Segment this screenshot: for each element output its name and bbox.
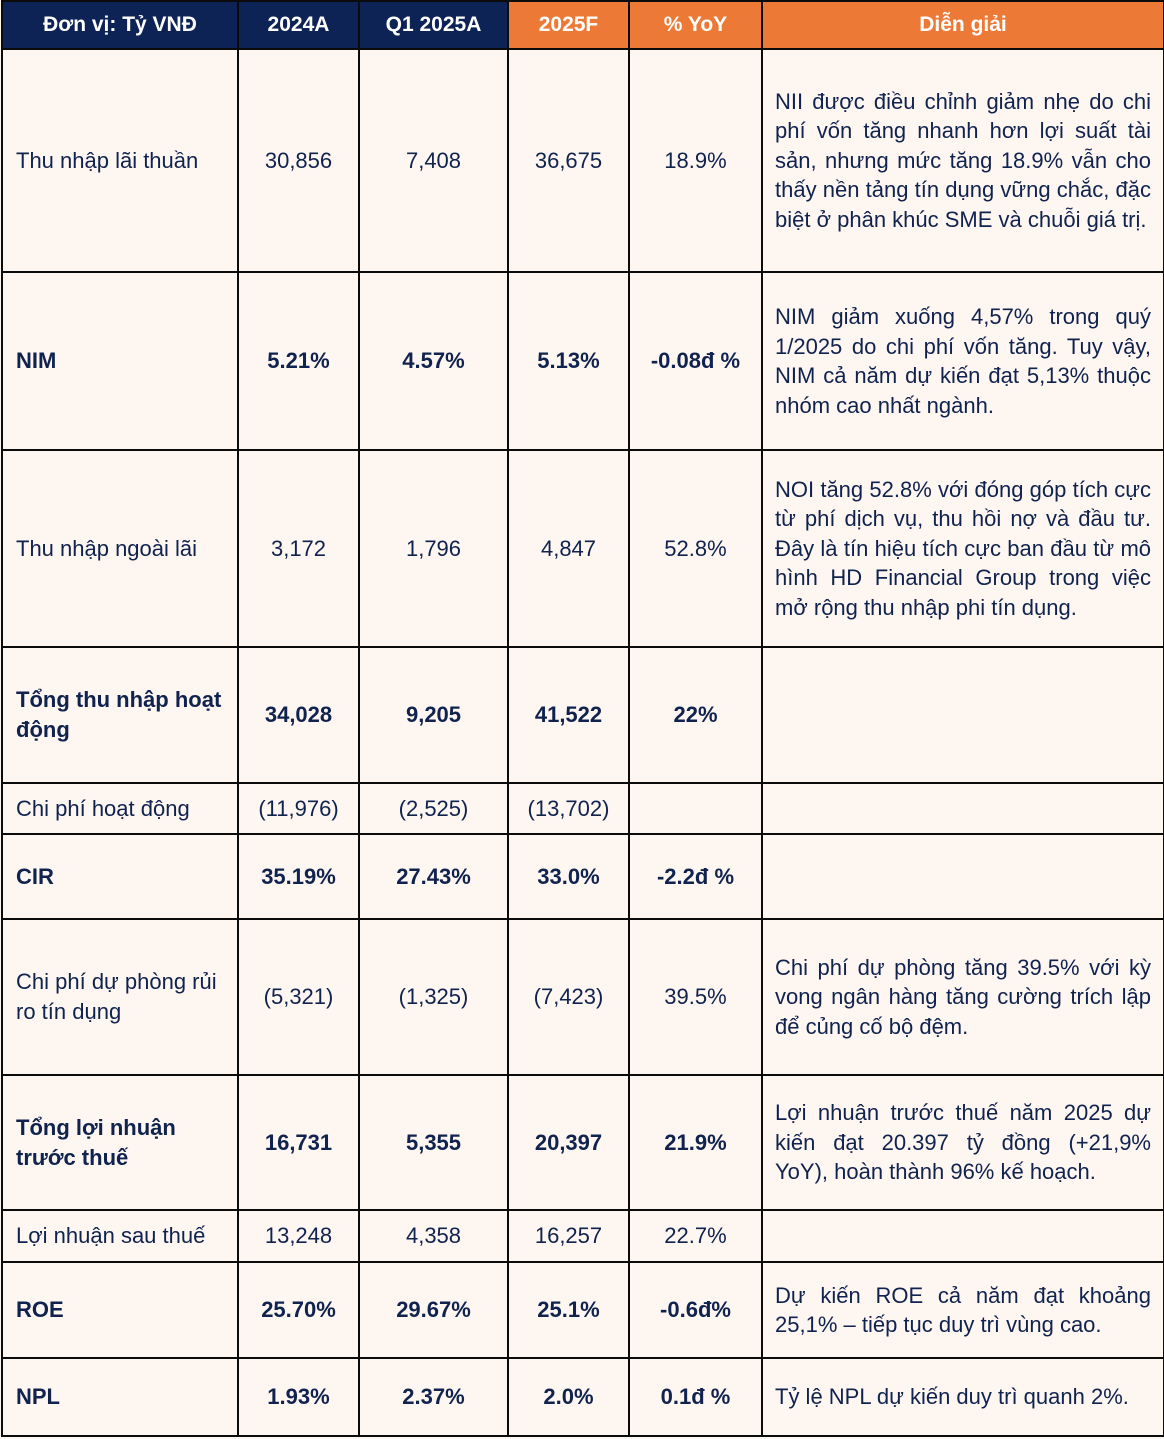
row-label: Chi phí dự phòng rủi ro tín dụng [2,919,238,1075]
row-note [762,1210,1164,1262]
value-2024a: 25.70% [238,1262,359,1358]
table-row [2,1358,1164,1436]
header-q1-2025a: Q1 2025A [359,1,508,49]
table-row [2,272,1164,450]
row-label: CIR [2,834,238,919]
table-row [2,1262,1164,1358]
table-row [2,919,1164,1075]
value-2024a: 34,028 [238,647,359,783]
header-2024a: 2024A [238,1,359,49]
row-label: Thu nhập ngoài lãi [2,450,238,647]
table-row [2,450,1164,647]
value-yoy [629,783,762,834]
row-note: Dự kiến ROE cả năm đạt khoảng 25,1% – tiếp tục duy trì vùng cao. [762,1262,1164,1358]
value-q1-2025a: (1,325) [359,919,508,1075]
value-q1-2025a: 9,205 [359,647,508,783]
value-yoy: -2.2đ % [629,834,762,919]
value-2025f: (13,702) [508,783,629,834]
table-row [2,834,1164,919]
table-row [2,49,1164,272]
row-note: Chi phí dự phòng tăng 39.5% với kỳ vong ngân hàng tăng cường trích lập để củng cố bộ đệm. [762,919,1164,1075]
value-q1-2025a: (2,525) [359,783,508,834]
value-2025f: 33.0% [508,834,629,919]
value-q1-2025a: 27.43% [359,834,508,919]
value-yoy: 52.8% [629,450,762,647]
value-yoy: 39.5% [629,919,762,1075]
value-2025f: 4,847 [508,450,629,647]
value-q1-2025a: 2.37% [359,1358,508,1436]
row-note [762,647,1164,783]
row-label: Chi phí hoạt động [2,783,238,834]
value-yoy: -0.6đ% [629,1262,762,1358]
value-q1-2025a: 5,355 [359,1075,508,1210]
row-label: Thu nhập lãi thuần [2,49,238,272]
row-label: NPL [2,1358,238,1436]
value-q1-2025a: 29.67% [359,1262,508,1358]
value-2025f: 5.13% [508,272,629,450]
value-2024a: 13,248 [238,1210,359,1262]
value-yoy: 22.7% [629,1210,762,1262]
table-row [2,647,1164,783]
value-yoy: 22% [629,647,762,783]
value-2024a: 35.19% [238,834,359,919]
value-2024a: 5.21% [238,272,359,450]
row-label: ROE [2,1262,238,1358]
value-q1-2025a: 4.57% [359,272,508,450]
row-note: NII được điều chỉnh giảm nhẹ do chi phí vốn tăng nhanh hơn lợi suất tài sản, nhưng mức tăng 18.9% vẫn cho thấy nền tảng tín dụng vững chắc, đặc biệt ở phân khúc SME và chuỗi giá trị. [762,49,1164,272]
value-2024a: (11,976) [238,783,359,834]
row-label: Tổng lợi nhuận trước thuế [2,1075,238,1210]
value-2025f: 2.0% [508,1358,629,1436]
row-note [762,783,1164,834]
value-2024a: 1.93% [238,1358,359,1436]
header-yoy: % YoY [629,1,762,49]
value-2025f: 41,522 [508,647,629,783]
table-row [2,1075,1164,1210]
value-yoy: 18.9% [629,49,762,272]
value-2025f: 36,675 [508,49,629,272]
value-2024a: 3,172 [238,450,359,647]
value-2025f: 16,257 [508,1210,629,1262]
forecast-table [1,0,1164,1437]
value-2024a: (5,321) [238,919,359,1075]
value-2025f: 25.1% [508,1262,629,1358]
header-note: Diễn giải [762,1,1164,49]
value-yoy: -0.08đ % [629,272,762,450]
row-note: NIM giảm xuống 4,57% trong quý 1/2025 do chi phí vốn tăng. Tuy vậy, NIM cả năm dự kiến đạt 5,13% thuộc nhóm cao nhất ngành. [762,272,1164,450]
value-2024a: 30,856 [238,49,359,272]
value-2025f: 20,397 [508,1075,629,1210]
header-row [2,1,1164,49]
value-q1-2025a: 7,408 [359,49,508,272]
value-2024a: 16,731 [238,1075,359,1210]
value-yoy: 0.1đ % [629,1358,762,1436]
row-note: Lợi nhuận trước thuế năm 2025 dự kiến đạt 20.397 tỷ đồng (+21,9% YoY), hoàn thành 96% kế hoạch. [762,1075,1164,1210]
header-unit: Đơn vị: Tỷ VNĐ [2,1,238,49]
value-yoy: 21.9% [629,1075,762,1210]
value-q1-2025a: 1,796 [359,450,508,647]
row-label: Lợi nhuận sau thuế [2,1210,238,1262]
row-note: Tỷ lệ NPL dự kiến duy trì quanh 2%. [762,1358,1164,1436]
row-note [762,834,1164,919]
row-label: NIM [2,272,238,450]
row-label: Tổng thu nhập hoạt động [2,647,238,783]
table-row [2,783,1164,834]
row-note: NOI tăng 52.8% với đóng góp tích cực từ phí dịch vụ, thu hồi nợ và đầu tư. Đây là tín hiệu tích cực ban đầu từ mô hình HD Financial Group trong việc mở rộng thu nhập phi tín dụng. [762,450,1164,647]
table-row [2,1210,1164,1262]
header-2025f: 2025F [508,1,629,49]
value-2025f: (7,423) [508,919,629,1075]
value-q1-2025a: 4,358 [359,1210,508,1262]
